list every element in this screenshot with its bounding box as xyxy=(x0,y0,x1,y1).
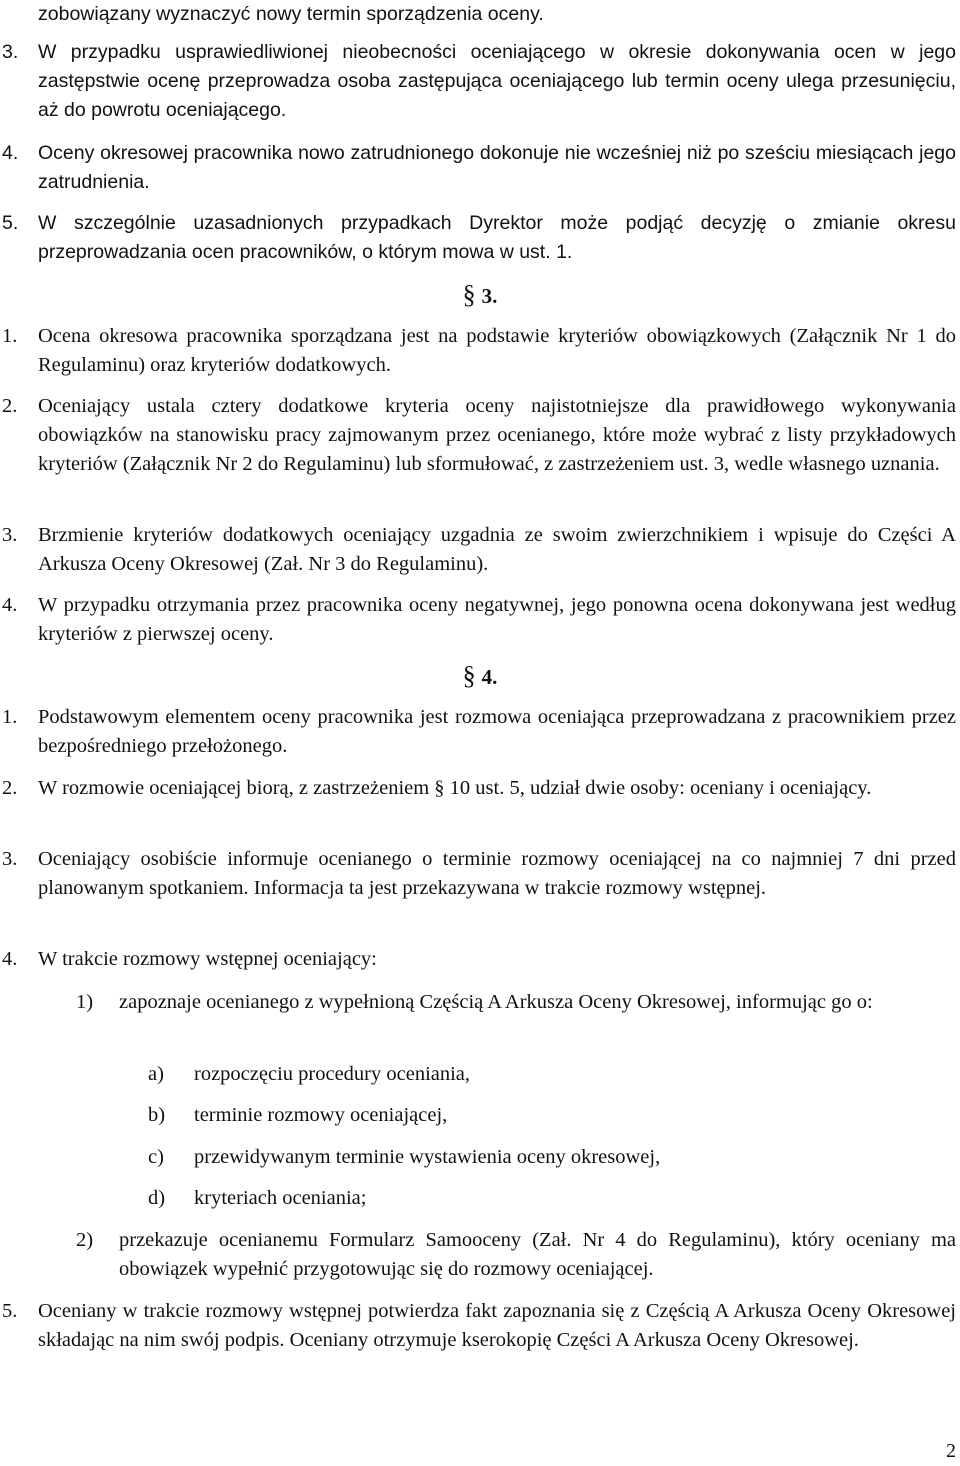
item-text: W szczególnie uzasadnionych przypadkach Dyrektor może podjąć decyzję o zmianie okresu przeprowadzania ocen pracowników, o którym mowa w ust. 1. xyxy=(38,212,956,263)
section-number: 4. xyxy=(481,665,498,689)
section-heading xyxy=(0,280,960,311)
letter-label: d) xyxy=(148,1187,166,1209)
subitem-text: przekazuje ocenianemu Formularz Samooceny (Zał. Nr 4 do Regulaminu), który oceniany ma obowiązek wypełnić przygotowując się do rozmowy oceniającej. xyxy=(119,1229,956,1280)
letter-text: terminie rozmowy oceniającej, xyxy=(194,1104,448,1126)
item-number: 2. xyxy=(2,395,18,417)
item-number: 3. xyxy=(2,41,19,63)
item-text: W trakcie rozmowy wstępnej oceniający: xyxy=(38,948,377,970)
letter-label: c) xyxy=(148,1146,164,1168)
section-number: 3. xyxy=(481,284,498,308)
subitem-number: 2) xyxy=(76,1229,94,1251)
section-symbol: § xyxy=(462,661,476,690)
item-number: 1. xyxy=(2,706,18,728)
letter-text: kryteriach oceniania; xyxy=(194,1187,367,1209)
section-heading xyxy=(0,661,960,692)
item-text: W przypadku usprawiedliwionej nieobecności oceniającego w okresie dokonywania ocen w jego zastępstwie ocenę przeprowadza osoba zastępująca oceniającego lub termin oceny ulega przesunięciu, aż do powrotu oceniającego. xyxy=(38,41,956,121)
subitem-text: zapoznaje ocenianego z wypełnioną Częścią A Arkusza Oceny Okresowej, informując go o: xyxy=(119,991,873,1013)
item-number: 2. xyxy=(2,777,18,799)
item-number: 5. xyxy=(2,1300,18,1322)
item-number: 5. xyxy=(2,212,19,234)
item-text: W przypadku otrzymania przez pracownika oceny negatywnej, jego ponowna ocena dokonywana jest według kryteriów z pierwszej oceny. xyxy=(38,594,956,645)
item-text: Oceniający ustala cztery dodatkowe kryteria oceny najistotniejsze dla prawidłowego wykonywania obowiązków na stanowisku pracy zajmowanym przez ocenianego, które może wybrać z listy przykładowych kryteriów (Załącznik Nr 2 do Regulaminu) lub sformułować, z zastrzeżeniem ust. 3, wedle własnego uznania. xyxy=(38,395,956,475)
section-symbol: § xyxy=(462,280,476,309)
item-number: 1. xyxy=(2,325,18,347)
intro-line: zobowiązany wyznaczyć nowy termin sporządzenia oceny. xyxy=(38,3,544,25)
item-text: Oceniany w trakcie rozmowy wstępnej potwierdza fakt zapoznania się z Częścią A Arkusza Oceny Okresowej składając na nim swój podpis. Oceniany otrzymuje kserokopię Części A Arkusza Oceny Okresowej. xyxy=(38,1300,956,1351)
item-text: Podstawowym elementem oceny pracownika jest rozmowa oceniająca przeprowadzana z pracownikiem przez bezpośredniego przełożonego. xyxy=(38,706,956,757)
item-number: 4. xyxy=(2,142,19,164)
letter-text: przewidywanym terminie wystawienia oceny okresowej, xyxy=(194,1146,661,1168)
item-number: 3. xyxy=(2,848,18,870)
subitem-number: 1) xyxy=(76,991,94,1013)
page-number: 2 xyxy=(946,1440,956,1462)
letter-text: rozpoczęciu procedury oceniania, xyxy=(194,1063,471,1085)
item-text: Oceniający osobiście informuje ocenianego o terminie rozmowy oceniającej na co najmniej 7 dni przed planowanym spotkaniem. Informacja ta jest przekazywana w trakcie rozmowy wstępnej. xyxy=(38,848,956,899)
item-number: 3. xyxy=(2,524,18,546)
item-number: 4. xyxy=(2,948,18,970)
item-text: Ocena okresowa pracownika sporządzana jest na podstawie kryteriów obowiązkowych (Załącznik Nr 1 do Regulaminu) oraz kryteriów dodatkowych. xyxy=(38,325,956,376)
letter-label: b) xyxy=(148,1104,166,1126)
letter-label: a) xyxy=(148,1063,164,1085)
item-number: 4. xyxy=(2,594,18,616)
item-text: Brzmienie kryteriów dodatkowych oceniający uzgadnia ze swoim zwierzchnikiem i wpisuje do Części A Arkusza Oceny Okresowej (Zał. Nr 3 do Regulaminu). xyxy=(38,524,956,575)
item-text: Oceny okresowej pracownika nowo zatrudnionego dokonuje nie wcześniej niż po sześciu miesiącach jego zatrudnienia. xyxy=(38,142,956,193)
item-text: W rozmowie oceniającej biorą, z zastrzeżeniem § 10 ust. 5, udział dwie osoby: oceniany i oceniający. xyxy=(38,777,872,799)
